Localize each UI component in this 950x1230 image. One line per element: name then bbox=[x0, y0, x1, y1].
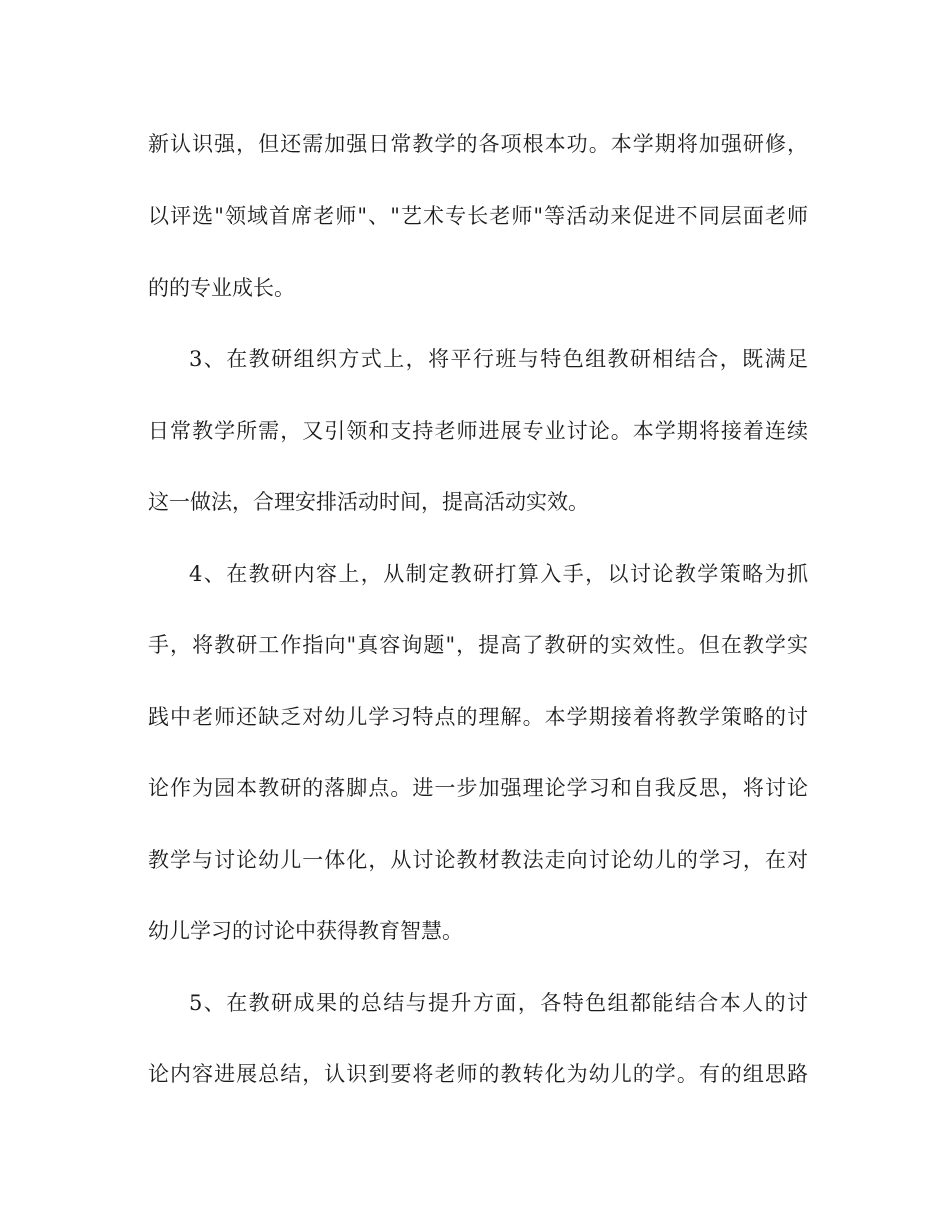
paragraph-line: 幼儿学习的讨论中获得教育智慧。 bbox=[148, 919, 463, 943]
paragraph-line: 新认识强，但还需加强日常教学的各项根本功。本学期将加强研修， bbox=[148, 132, 808, 156]
paragraph-line: 的的专业成长。 bbox=[148, 276, 295, 300]
paragraph-line: 这一做法，合理安排活动时间，提高活动实效。 bbox=[148, 490, 589, 514]
paragraph-line: 手，将教研工作指向"真容询题"，提高了教研的实效性。但在教学实 bbox=[148, 633, 808, 657]
paragraph-line: 以评选"领域首席老师"、"艺术专长老师"等活动来促进不同层面老师 bbox=[148, 204, 808, 228]
paragraph-line: 5、在教研成果的总结与提升方面，各特色组都能结合本人的讨 bbox=[189, 991, 808, 1015]
paragraph-line: 3、在教研组织方式上，将平行班与特色组教研相结合，既满足 bbox=[189, 347, 808, 371]
paragraph-line: 教学与讨论幼儿一体化，从讨论教材教法走向讨论幼儿的学习，在对 bbox=[148, 848, 808, 872]
paragraph-line: 日常教学所需，又引领和支持老师进展专业讨论。本学期将接着连续 bbox=[148, 419, 808, 443]
paragraph-line: 践中老师还缺乏对幼儿学习特点的理解。本学期接着将教学策略的讨 bbox=[148, 705, 808, 729]
paragraph-line: 论作为园本教研的落脚点。进一步加强理论学习和自我反思，将讨论 bbox=[148, 776, 808, 800]
paragraph-line: 4、在教研内容上，从制定教研打算入手，以讨论教学策略为抓 bbox=[189, 562, 808, 586]
paragraph-line: 论内容进展总结，认识到要将老师的教转化为幼儿的学。有的组思路 bbox=[148, 1062, 808, 1086]
